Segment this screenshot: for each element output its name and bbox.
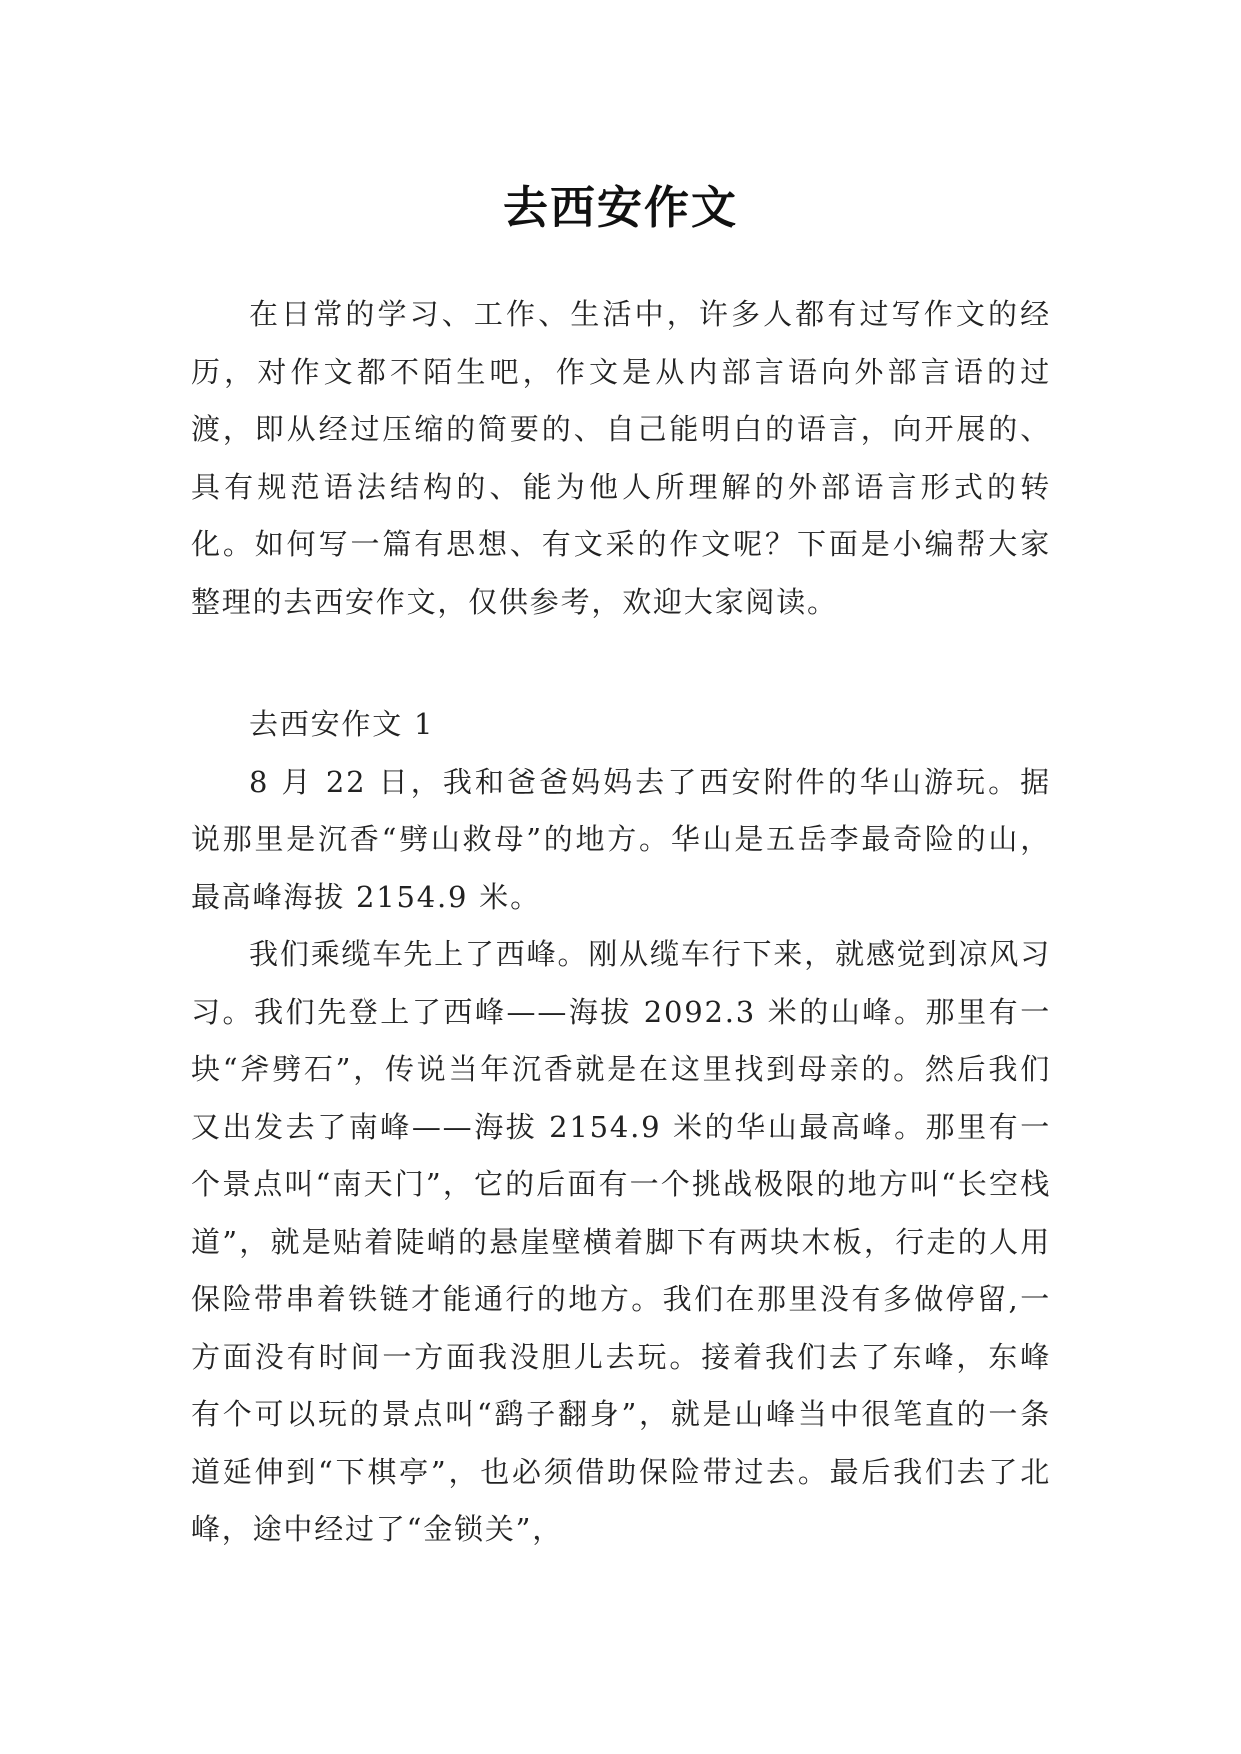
essay-section bbox=[191, 696, 1051, 1559]
essay-heading: 去西安作文 1 bbox=[249, 707, 435, 741]
intro-section bbox=[191, 286, 1051, 631]
intro-paragraph: 在日常的学习、工作、生活中，许多人都有过写作文的经历，对作文都不陌生吧，作文是从内部言语向外部言语的过渡，即从经过压缩的简要的、自己能明白的语言，向开展的、具有规范语法结构的、能为他人所理解的外部语言形式的转化。如何写一篇有思想、有文采的作文呢？下面是小编帮大家整理的去西安作文，仅供参考，欢迎大家阅读。 bbox=[191, 297, 1051, 619]
document-title: 去西安作文 bbox=[502, 181, 738, 235]
essay-paragraph-1: 8 月 22 日，我和爸爸妈妈去了西安附件的华山游玩。据说那里是沉香“劈山救母”的地方。华山是五岳李最奇险的山，最高峰海拔 2154.9 米。 bbox=[191, 764, 1051, 914]
essay-paragraph-2: 我们乘缆车先上了西峰。刚从缆车行下来，就感觉到凉风习习。我们先登上了西峰——海拔 2092.3 米的山峰。那里有一块“斧劈石”，传说当年沉香就是在这里找到母亲的。然后我们又出发去了南峰——海拔 2154.9 米的华山最高峰。那里有一个景点叫“南天门”，它的后面有一个挑战极限的地方叫“长空栈道”，就是贴着陡峭的悬崖壁横着脚下有两块木板，行走的人用保险带串着铁链才能通行的地方。我们在那里没有多做停留,一方面没有时间一方面我没胆儿去玩。接着我们去了东峰，东峰有个可以玩的景点叫“鹞子翻身”，就是山峰当中很笔直的一条道延伸到“下棋亭”，也必须借助保险带过去。最后我们去了北峰，途中经过了“金锁关”， bbox=[191, 937, 1051, 1546]
